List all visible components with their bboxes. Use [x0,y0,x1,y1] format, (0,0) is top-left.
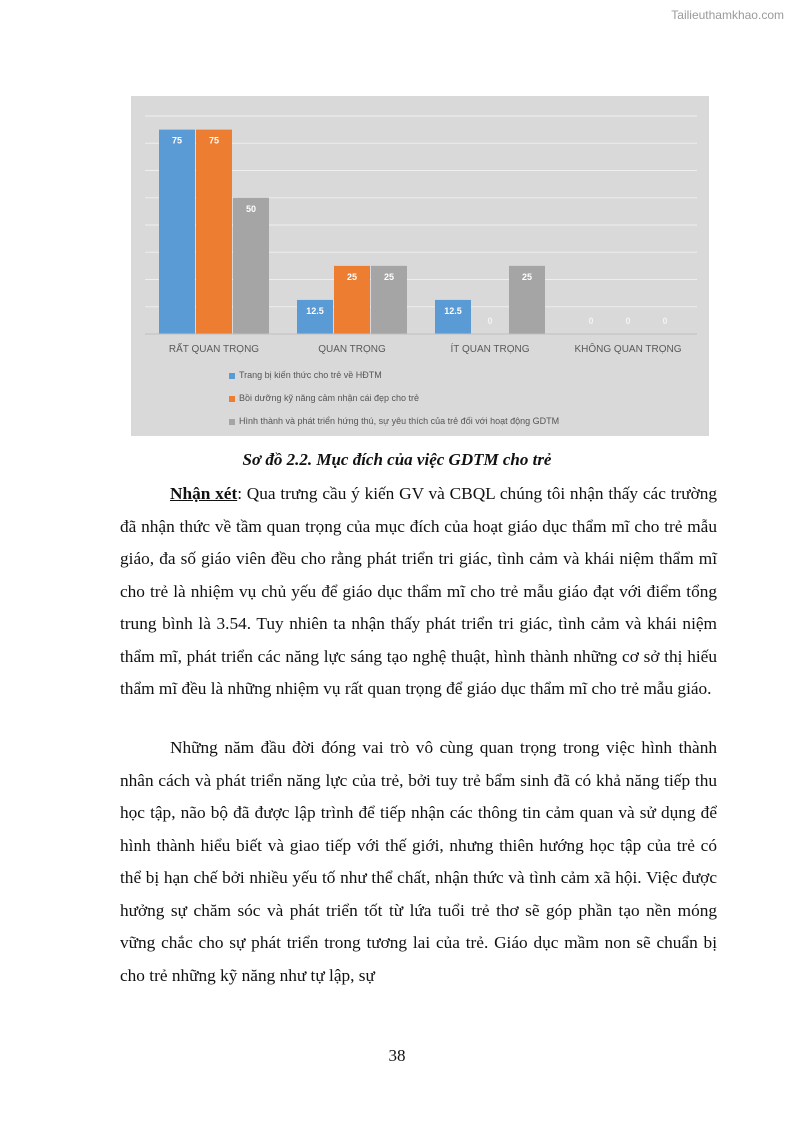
remark-paragraph [120,478,717,706]
data-label: 12.5 [444,305,462,316]
chart-legend [223,364,619,434]
watermark: Tailieuthamkhao.com [671,8,784,22]
chart-bar [196,130,232,334]
data-label: 0 [487,316,493,326]
legend-item [229,416,559,426]
data-label: 0 [625,316,631,326]
x-tick-label: QUAN TRỌNG [318,344,386,355]
legend-label: Hình thành và phát triển hứng thú, sự yêu thích của trẻ đối với hoạt động GDTM [239,416,560,426]
data-label: 0 [588,316,594,326]
legend-label: Bồi dưỡng kỹ năng cảm nhận cái đẹp cho trẻ [239,393,420,403]
legend-item [229,393,419,403]
remark-text: : Qua trưng cầu ý kiến GV và CBQL chúng tôi nhận thấy các trường đã nhận thức về tầm quan trọng của mục đích của hoạt giáo dục thẩm mĩ cho trẻ mẫu giáo, đa số giáo viên đều cho rằng phát triển tri giác, tình cảm và khái niệm thẩm mĩ cho trẻ là nhiệm vụ chủ yếu để giáo dục thẩm mĩ cho trẻ mẫu giáo đạt với điểm tổng trung bình là 3.54. Tuy nhiên ta nhận thấy phát triển tri giác, tình cảm và khái niệm thẩm mĩ, phát triển các năng lực sáng tạo nghệ thuật, hình thành những cơ sở thị hiếu thẩm mĩ đều là những nhiệm vụ rất quan trọng để giáo dục thẩm mĩ cho trẻ mẫu giáo. [120,484,717,698]
data-label: 0 [662,316,668,326]
data-label: 25 [521,271,533,282]
x-tick-label: KHÔNG QUAN TRỌNG [574,344,682,355]
legend-label: Trang bị kiến thức cho trẻ về HĐTM [239,370,382,380]
legend-swatch [229,373,235,379]
data-label: 25 [383,271,395,282]
x-tick-label: RẤT QUAN TRỌNG [168,344,260,355]
remark-label: Nhận xét [170,484,238,503]
body-paragraph [120,732,717,992]
legend-item [229,370,382,380]
body-text: Những năm đầu đời đóng vai trò vô cùng quan trọng trong việc hình thành nhân cách và phát triển năng lực của trẻ, bởi tuy trẻ bẩm sinh đã có khả năng tiếp thu học tập, não bộ đã được lập trình để tiếp nhận các thông tin cảm quan và sử dụng để hình thành hiểu biết và giao tiếp với thế giới, nhưng thiên hướng học tập của trẻ có thể bị hạn chế bởi nhiều yếu tố như thể chất, nhận thức và tình cảm xã hội. Việc được hưởng sự chăm sóc và phát triển tốt từ lứa tuổi trẻ thơ sẽ góp phần tạo nền móng vững chắc cho sự phát triển trong tương lai của trẻ. Giáo dục mầm non sẽ chuẩn bị cho trẻ những kỹ năng như tự lập, sự [120,738,717,985]
legend-swatch [229,396,235,402]
x-tick-label: ÍT QUAN TRỌNG [450,344,530,355]
bar-chart [131,96,709,436]
data-label: 25 [346,271,358,282]
data-label: 12.5 [306,305,324,316]
chart-bar [159,130,195,334]
legend-swatch [229,419,235,425]
chart-bar [233,198,269,334]
data-label: 75 [208,135,220,146]
data-label: 75 [171,135,183,146]
page-number: 38 [388,1046,406,1065]
data-label: 50 [245,203,257,214]
figure-caption: Sơ đồ 2.2. Mục đích của việc GDTM cho trẻ [242,450,552,469]
